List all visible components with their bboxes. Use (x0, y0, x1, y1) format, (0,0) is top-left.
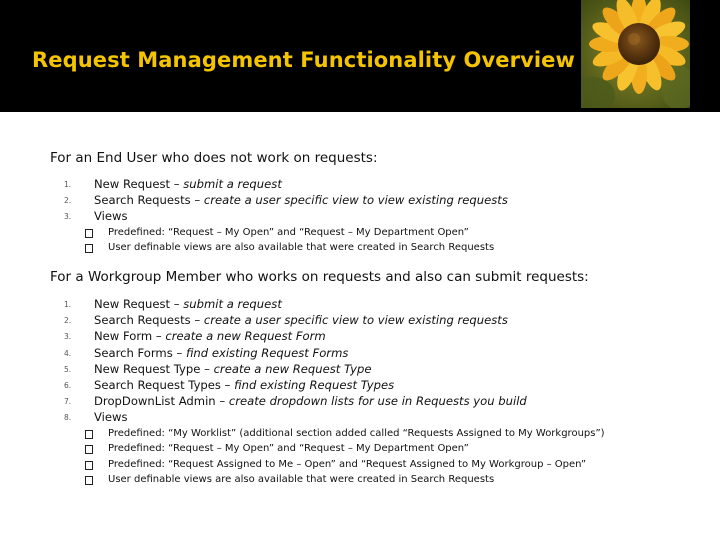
list-number: 3. (64, 332, 72, 342)
box-bullet-icon (85, 445, 93, 454)
box-bullet-icon (85, 229, 93, 238)
item-description: create a user specific view to view existing requests (203, 193, 508, 208)
list-number: 1. (64, 180, 72, 189)
item-label: Views (94, 209, 128, 224)
list-number: 8. (64, 413, 72, 423)
item-label: Search Forms (94, 345, 173, 360)
item-description: find existing Request Types (234, 377, 395, 392)
sub-item-text: Predefined: “Request – My Open” and “Request – My Department Open” (108, 226, 469, 238)
list-number: 4. (64, 348, 72, 358)
title-bar (0, 0, 720, 112)
list-number: 5. (64, 364, 72, 374)
item-separator: – (152, 329, 166, 344)
item-separator: – (220, 377, 235, 392)
item-label: New Request (94, 177, 171, 191)
item-label: New Form (94, 329, 153, 344)
item-label: New Request (94, 297, 171, 311)
item-separator: – (215, 394, 229, 409)
item-description: create a new Request Form (165, 329, 326, 344)
list-number: 7. (64, 397, 72, 407)
list-number: 3. (64, 212, 72, 222)
item-separator: – (200, 361, 214, 376)
list-number: 1. (64, 300, 72, 309)
item-label: Search Requests (94, 313, 191, 328)
item-separator: – (170, 177, 184, 191)
item-label: New Request Type (94, 361, 201, 376)
box-bullet-icon (85, 244, 93, 253)
sub-item-text: Predefined: “Request – My Open” and “Request – My Department Open” (108, 443, 469, 454)
item-description: create a user specific view to view existing requests (203, 313, 508, 328)
item-label: Views (94, 410, 128, 425)
item-label: Search Request Types (94, 377, 221, 392)
item-description: submit a request (183, 177, 282, 191)
slide-title: Request Management Functionality Overview (32, 48, 576, 72)
item-description: find existing Request Forms (185, 345, 349, 360)
item-label: DropDownList Admin (94, 394, 216, 409)
sub-item-text: User definable views are also available that were created in Search Requests (108, 474, 495, 485)
item-separator: – (190, 313, 204, 328)
sunflower-illustration (581, 0, 690, 108)
slide-body (0, 112, 720, 540)
sub-item-text: User definable views are also available that were created in Search Requests (108, 242, 495, 254)
item-description: submit a request (183, 297, 282, 311)
section-heading-workgroup-member: For a Workgroup Member who works on requests and also can submit requests: (50, 269, 589, 285)
sunflower-image (581, 0, 690, 108)
item-label: Search Requests (94, 193, 191, 208)
section-heading-end-user: For an End User who does not work on requests: (50, 150, 378, 166)
sub-item-text: Predefined: “My Worklist” (additional section added called “Requests Assigned to My Workgroups”) (108, 427, 605, 439)
item-separator: – (190, 193, 204, 208)
item-description: create a new Request Type (213, 361, 372, 376)
item-separator: – (170, 297, 184, 311)
box-bullet-icon (85, 461, 93, 470)
list-number: 2. (64, 196, 72, 206)
list-number: 2. (64, 316, 72, 326)
item-separator: – (172, 345, 186, 360)
sub-item-text: Predefined: “Request Assigned to Me – Open” and “Request Assigned to My Workgroup – Open” (108, 458, 587, 470)
box-bullet-icon (85, 476, 93, 485)
item-description: create dropdown lists for use in Requests you build (228, 394, 527, 409)
box-bullet-icon (85, 430, 93, 439)
list-number: 6. (64, 380, 72, 390)
